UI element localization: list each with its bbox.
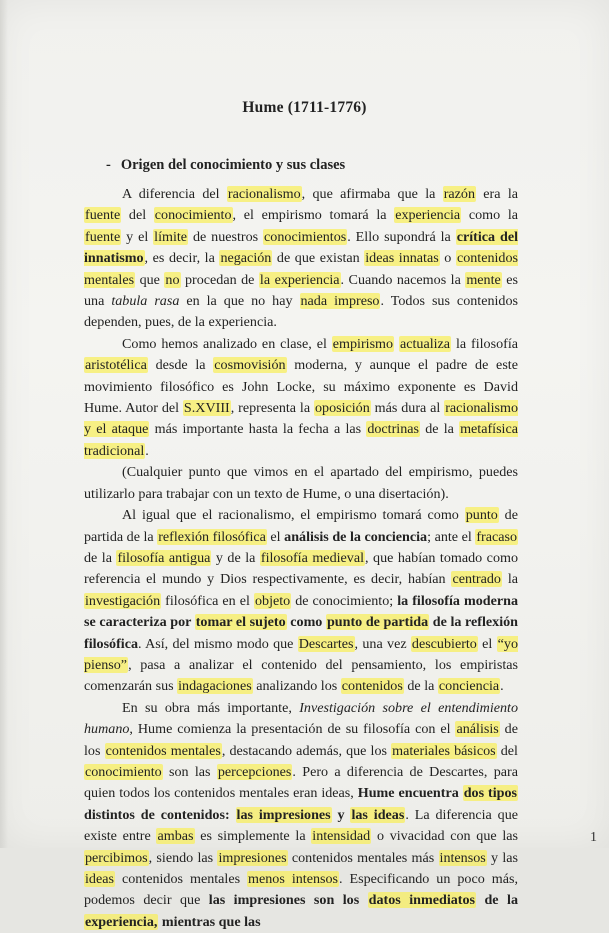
text-run: procedan de (180, 271, 259, 288)
text-run: contenidos mentales más (287, 849, 439, 866)
text-run: el (266, 528, 285, 545)
text-run: de la (403, 678, 438, 695)
highlighted-text: contenidos mentales (105, 742, 221, 759)
text-run: de nuestros (188, 228, 264, 245)
text-run: del (121, 207, 154, 224)
highlighted-text: contenidos mentales (84, 250, 519, 288)
text-run: más dura al (370, 400, 445, 417)
bold-text: son los (305, 892, 368, 909)
highlighted-text: percepciones (217, 763, 292, 780)
text-run: . Cuando nacemos la (340, 271, 466, 288)
text-run: , una vez (354, 635, 411, 652)
text-run: analizando los (252, 678, 341, 695)
highlighted-text: filosofía medieval (260, 549, 365, 566)
highlighted-text: menos intensos (248, 871, 339, 887)
text-run: en la que no hay (179, 293, 300, 310)
bullet-dash: - (106, 157, 111, 173)
text-run: y de la (211, 549, 260, 566)
page-edge-shadow (0, 0, 8, 848)
bold-text: las impresiones (208, 892, 306, 909)
highlighted-text: dos tipos (463, 785, 517, 802)
text-run: moderna, y aunque el padre de este movimiento filosófico es John Locke, su máximo exponente es David Hume. Autor del (84, 357, 518, 417)
highlighted-text: metafísica tradicional (84, 421, 518, 459)
highlighted-text: cosmovisión (214, 357, 286, 374)
text-run: son las (162, 763, 217, 780)
text-run: que (135, 271, 165, 288)
text-run: filosófica en el (161, 592, 254, 609)
text-run: Al igual que el racionalismo, el empirismo tomará como (122, 507, 465, 524)
bold-text: como (286, 614, 326, 631)
highlighted-text: análisis (456, 721, 499, 738)
highlighted-text: contenidos (341, 678, 403, 695)
bold-text: y (331, 806, 351, 823)
text-run: En su obra más importante, (122, 699, 300, 716)
highlighted-text: mente (466, 271, 501, 288)
highlighted-text: S.XVIII (183, 400, 230, 417)
highlighted-text: actualiza (399, 335, 451, 352)
highlighted-text: centrado (452, 571, 501, 588)
italic-text: tabula rasa (111, 293, 180, 310)
highlighted-text: racionalismo (227, 186, 301, 202)
page-title: Hume (1711-1776) (242, 99, 367, 116)
highlighted-text: Descartes (298, 635, 354, 652)
text-run: , pasa a analizar el contenido del pensamiento, los empiristas comenzarán sus (84, 656, 518, 695)
bold-text: la filosofía moderna se caracteriza por (84, 592, 519, 631)
text-run: , que afirmaba que la (301, 186, 443, 202)
highlighted-text: no (165, 271, 180, 288)
highlighted-text: conocimiento (154, 207, 232, 224)
highlighted-text: ambas (157, 828, 194, 845)
highlighted-text: indagaciones (178, 678, 252, 695)
text-run: la (501, 571, 519, 588)
highlighted-text: oposición (314, 400, 370, 417)
highlighted-text: límite (154, 228, 188, 245)
text-run: Como hemos analizado en clase, el (122, 335, 332, 352)
text-run: de que existan (272, 250, 365, 267)
text-run: desde la (147, 357, 214, 374)
text-run: . Especificando un poco más, podemos decir que (84, 871, 518, 909)
text-run: más importante hasta la fecha a las (149, 421, 367, 438)
paragraph (84, 462, 518, 505)
highlighted-text: objeto (254, 592, 291, 609)
bold-text: mientras que las (158, 913, 261, 930)
text-run: . Todos sus contenidos dependen, pues, de la experiencia. (84, 293, 518, 331)
text-run: de los (84, 721, 518, 759)
highlighted-text: las ideas (351, 806, 405, 823)
highlighted-text: reflexión filosófica (158, 528, 266, 545)
text-run: contenidos mentales (114, 871, 248, 887)
text-run: , destacando además, que los (221, 742, 392, 759)
text-run: como la (461, 207, 518, 224)
bold-text: de la reflexión filosófica (84, 614, 519, 652)
highlighted-text: conciencia (438, 678, 500, 695)
highlighted-text: aristotélica (85, 357, 147, 374)
highlighted-text: conocimientos (264, 228, 347, 245)
text-run: . Así, del mismo modo que (138, 635, 298, 652)
text-run: era la (476, 186, 518, 202)
text-run: , el empirismo tomará la (232, 207, 395, 224)
document-body (84, 184, 518, 933)
paragraph (84, 698, 518, 933)
highlighted-text: doctrinas (367, 421, 419, 438)
section-heading (106, 157, 345, 174)
highlighted-text: fuente (85, 207, 121, 224)
highlighted-text: la experiencia (259, 271, 340, 288)
text-run: y las (486, 849, 519, 866)
highlighted-text: razón (443, 186, 475, 202)
text-run: A diferencia del (122, 186, 227, 202)
bold-text: Hume encuentra (357, 785, 463, 802)
highlighted-text: percibimos (85, 849, 148, 866)
text-run: , representa la (230, 400, 314, 417)
paragraph (84, 334, 518, 462)
bold-text: distintos de contenidos: (84, 806, 236, 823)
text-run: de la (84, 549, 117, 566)
text-run: el (477, 635, 497, 652)
text-run: . (145, 442, 149, 459)
highlighted-text: materiales básicos (392, 742, 496, 759)
text-run: . (500, 678, 504, 695)
highlighted-text: punto (465, 507, 498, 524)
bold-text: de la (476, 892, 518, 909)
highlighted-text: negación (220, 250, 272, 267)
highlighted-text: experiencia (395, 207, 461, 224)
highlighted-text: investigación (85, 592, 161, 609)
highlighted-text: ideas innatas (365, 250, 439, 267)
text-run: de conocimiento; (291, 592, 398, 609)
italic-text: Investigación sobre el entendimiento humano (84, 699, 518, 738)
highlighted-text: racionalismo y el ataque (84, 400, 519, 438)
text-run: o vivacidad con que las (371, 828, 518, 845)
text-run: de partida de la (84, 507, 518, 545)
highlighted-text: punto de partida (326, 614, 429, 631)
text-run: o (439, 250, 456, 267)
text-run: , siendo las (148, 849, 218, 866)
text-run: y el (121, 228, 154, 245)
highlighted-text: datos inmediatos (368, 892, 476, 909)
highlighted-text: experiencia, (85, 913, 158, 930)
highlighted-text: intensidad (312, 828, 371, 845)
highlighted-text: crítica del innatismo (84, 228, 518, 267)
text-run: la filosofía (451, 335, 518, 352)
text-run: , Hume comienza la presentación de su filosofía con el (129, 721, 456, 738)
paragraph (84, 184, 518, 334)
text-run: es simplemente la (194, 828, 312, 845)
text-run: es una (84, 271, 518, 310)
highlighted-text: empirismo (332, 335, 394, 352)
highlighted-text: “yo pienso” (84, 635, 519, 673)
highlighted-text: fuente (85, 228, 121, 245)
text-run: de la (420, 421, 460, 438)
text-run: ; ante el (427, 528, 476, 545)
text-run: del (496, 742, 518, 759)
highlighted-text: descubierto (411, 635, 477, 652)
text-run: , que habían tomado como referencia el mundo y Dios respectivamente, es decir, habían (84, 549, 518, 588)
bold-text: análisis de la conciencia (284, 528, 428, 545)
highlighted-text: nada impreso (300, 293, 380, 310)
text-run: . Pero a diferencia de Descartes, para quien todos los contenidos mentales eran ideas, (84, 763, 518, 802)
highlighted-text: filosofía antigua (117, 549, 211, 566)
text-run: . La diferencia que existe entre (84, 806, 519, 845)
highlighted-text: tomar el sujeto (195, 614, 286, 631)
highlighted-text: conocimiento (85, 763, 162, 780)
text-run: . Ello supondrá la (347, 228, 456, 245)
text-run: , es decir, la (144, 250, 220, 267)
highlighted-text: impresiones (218, 849, 287, 866)
highlighted-text: las impresiones (236, 806, 331, 823)
highlighted-text: intensos (439, 849, 486, 866)
highlighted-text: fracaso (476, 528, 517, 545)
text-run: (Cualquier punto que vimos en el apartado del empirismo, puedes utilizarlo para trabajar con un texto de Hume, o una disertación). (84, 464, 518, 502)
page-number: 1 (590, 830, 597, 845)
section-heading-text: Origen del conocimiento y sus clases (120, 157, 346, 173)
highlighted-text: ideas (85, 871, 114, 887)
paragraph (84, 505, 518, 698)
